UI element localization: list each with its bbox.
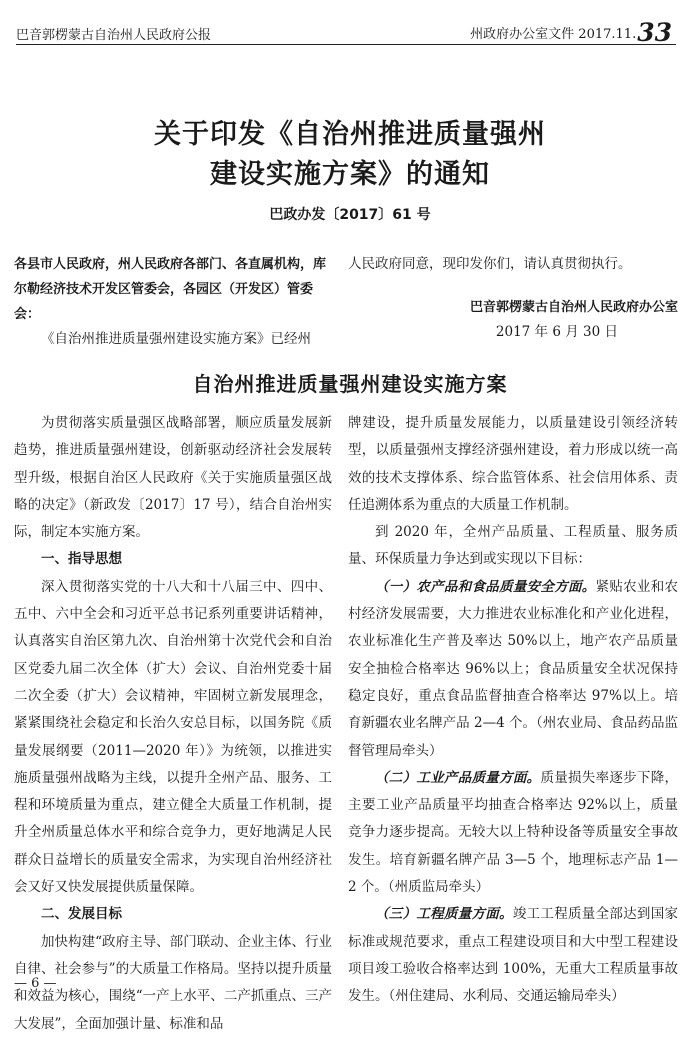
target-text: 到 2020 年，全州产品质量、工程质量、服务质量、环保质量力争达到或实现以下目标： — [348, 524, 678, 568]
issue-label: 州政府办公室文件 2017.11. — [470, 27, 637, 42]
notice-title-line-2: 建设实施方案》的通知 — [210, 159, 490, 190]
subsection-industrial — [348, 765, 678, 901]
notice-left-column — [14, 252, 332, 352]
document-number: 巴政办发〔2017〕61 号 — [269, 207, 431, 223]
subsection-agriculture — [348, 574, 678, 765]
section-1-heading: 一、指导思想 — [41, 551, 122, 568]
section-2-heading: 二、发展目标 — [41, 906, 122, 923]
header-right — [470, 18, 672, 47]
notice-body-start: 《自治州推进质量强州建设实施方案》已经州 — [41, 331, 311, 347]
plan-right-column — [348, 410, 678, 1011]
subsection-industrial-text: 质量损失率逐步下降，主要工业产品质量平均抽查合格率达 92%以上，质量竞争力逐步提高。无较大以上特种设备等质量安全事故发生。培育新疆名牌产品 3—5 个，地理标志产品 1—2 个。（州质监局牵头） — [348, 769, 679, 896]
header-divider — [16, 44, 676, 45]
gazette-name: 巴音郭楞蒙古自治州人民政府公报 — [16, 28, 212, 43]
notice-addressees: 各县市人民政府，州人民政府各部门、各直属机构，库尔勒经济技术开发区管委会，各园区（开发区）管委会： — [14, 257, 327, 322]
subsection-engineering — [348, 901, 678, 1010]
section-1-text: 深入贯彻落实党的十八大和十八届三中、四中、五中、六中全会和习近平总书记系列重要讲话精神，认真落实自治区第九次、自治州第十次党代会和自治区党委九届二次全体（扩大）会议、自治州党委十届二次全委（扩大）会议精神，牢固树立新发展理念，紧紧围绕社会稳定和长治久安总目标，以国务院《质量发展纲要（2011—2020 年）》为统领，以推进实施质量强州战略为主线，以提升全州产品、服务、工程和环境质量为重点，建立健全大质量工作机制，提升全州质量总体水平和综合竞争力，更好地满足人民群众日益增长的质量安全需求，为实现自治州经济社会又好又快发展提供质量保障。 — [14, 578, 332, 896]
subsection-agriculture-text: 紧贴农业和农村经济发展需要，大力推进农业标准化和产业化进程，农业标准化生产普及率达 50%以上，地产农产品质量安全抽检合格率达 96%以上；食品质量安全状况保持稳定良好，重点食品监督抽查合格率达 97%以上。培育新疆农业名牌产品 2—4 个。（州农业局、食品药品监督管理局牵头） — [348, 578, 679, 759]
notice-body-end: 人民政府同意，现印发你们，请认真贯彻执行。 — [348, 256, 632, 272]
section-2-text-part-1: 加快构建“政府主导、部门联动、企业主体、行业自律、社会参与”的大质量工作格局。坚持以提升质量和效益为核心，围绕“一产上水平、二产抓重点、三产大发展”，全面加强计量、标准和品 — [14, 933, 332, 1032]
plan-left-column — [14, 410, 332, 1038]
notice-issuer: 巴音郭楞蒙古自治州人民政府办公室 — [469, 300, 678, 315]
notice-right-column — [348, 252, 678, 345]
page-header — [0, 0, 700, 50]
notice-title-line-1: 关于印发《自治州推进质量强州 — [154, 119, 546, 150]
plan-intro: 为贯彻落实质量强区战略部署，顺应质量发展新趋势，推进质量强州建设，创新驱动经济社会发展转型升级，根据自治区人民政府《关于实施质量强区战略的决定》（新政发〔2017〕17 号），结合自治州实际，制定本实施方案。 — [14, 415, 332, 541]
subsection-engineering-label: （三）工程质量方面。 — [375, 906, 513, 923]
subsection-agriculture-label: （一）农产品和食品质量安全方面。 — [375, 578, 596, 595]
issue-number: 33 — [637, 18, 672, 47]
subsection-industrial-label: （二）工业产品质量方面。 — [375, 769, 541, 786]
plan-title: 自治州推进质量强州建设实施方案 — [192, 372, 508, 396]
subsection-engineering-text: 竣工工程质量全部达到国家标准或规范要求，重点工程建设项目和大中型工程建设项目竣工验收合格率达到 100%，无重大工程质量事故发生。（州住建局、水利局、交通运输局牵头） — [348, 906, 679, 1005]
page-number: — 6 — — [14, 976, 57, 991]
section-2-text-part-2: 牌建设，提升质量发展能力，以质量建设引领经济转型，以质量强州支撑经济强州建设，着力形成以统一高效的技术支撑体系、综合监管体系、社会信用体系、责任追溯体系为重点的大质量工作机制。 — [348, 415, 678, 513]
notice-date: 2017 年 6 月 30 日 — [495, 324, 618, 340]
